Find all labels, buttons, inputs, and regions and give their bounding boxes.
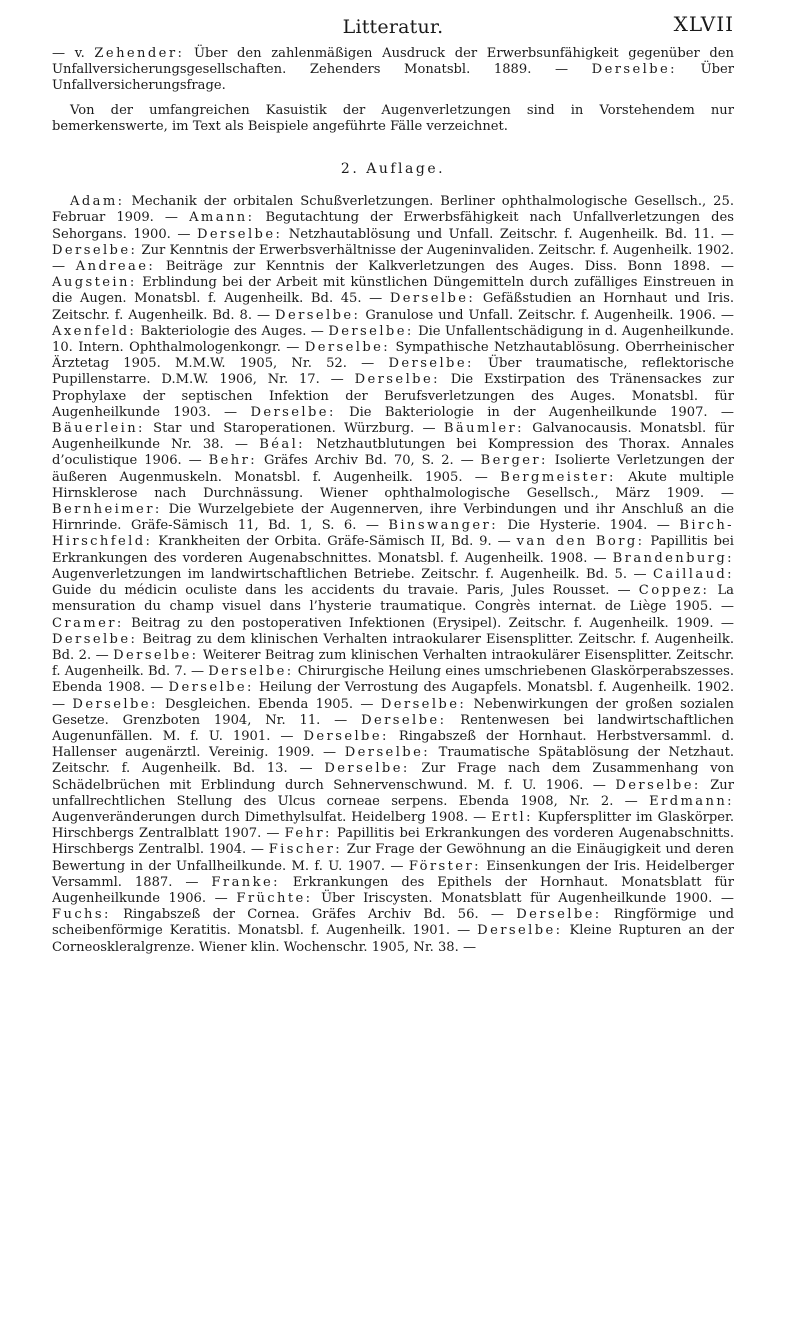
reference-text: Die Unfallentschädigung in d. Augenheilkunde. 10. Intern. Ophthalmologenkongr. —: [52, 323, 734, 356]
reference-text: Beiträge zur Kenntnis der Kalkverletzungen des Auges. Diss. Bonn 1898. —: [155, 259, 734, 275]
reference-text: Erblindung bei der Arbeit mit künstlichen Düngemitteln durch zufälliges Einstreuen in die Augen. Monatsbl. f. Augenheilk. Bd. 45. —: [52, 275, 734, 307]
bibliography-entry: [209, 453, 481, 468]
author-name: Derselbe:: [168, 680, 254, 696]
intro-paragraph-2: Von der umfangreichen Kasuistik der Augenverletzungen sind in Vorstehendem nur bemerkenswerte, im Text als Beispiele angeführte Fälle verzeichnet.: [52, 102, 734, 134]
bibliography-entry: [52, 324, 328, 339]
reference-text: La mensuration du champ visuel dans l’hysterie traumatique. Congrès internat. de Liège 1905. —: [52, 583, 734, 615]
author-name: Axenfeld:: [52, 323, 137, 339]
intro-lead: — v.: [52, 46, 95, 61]
author-name: Derselbe:: [250, 404, 336, 420]
author-name: Derselbe:: [354, 372, 440, 388]
reference-text: Netzhautablösung und Unfall. Zeitschr. f. Augenheilk. Bd. 11. —: [282, 226, 734, 242]
author-name: Derselbe:: [380, 696, 467, 712]
bibliography-paragraph: [52, 194, 734, 956]
author-name: Bernheimer:: [52, 502, 162, 518]
reference-text: Ringabszeß der Cornea. Gräfes Archiv Bd. 56. —: [110, 907, 517, 923]
reference-text: Akute multiple Hirnsklerose nach Durchnässung. Wiener ophthalmologische Gesellsch., März 1909. —: [52, 469, 735, 501]
reference-text: Nebenwirkungen der großen sozialen Gesetze. Grenzboten 1904, Nr. 11. —: [52, 696, 734, 728]
author-name: Adam:: [70, 194, 125, 210]
bibliography-entry: [72, 697, 380, 712]
reference-text: Krankheiten der Orbita. Gräfe-Sämisch II, Bd. 9. —: [152, 534, 517, 550]
author-name: Derselbe:: [324, 761, 410, 777]
reference-text: Star und Staroperationen. Würzburg. —: [144, 421, 444, 437]
author-name: Ertl:: [491, 809, 533, 825]
bibliography-entry: [250, 405, 734, 420]
author-name: Derselbe:: [52, 631, 138, 647]
author-name: Früchte:: [236, 890, 313, 906]
bibliography-entry: [236, 891, 734, 906]
author-name: Amann:: [189, 210, 255, 226]
author-name: Coppez:: [638, 583, 710, 599]
reference-text: Ringabszeß der Hornhaut. Herbstversamml. d. Hallenser augenärztl. Vereinig. 1909. —: [52, 728, 734, 761]
reference-text: Gefäßstudien an Hornhaut und Iris. Zeitschr. f. Augenheilk. Bd. 8. —: [52, 291, 735, 323]
reference-text: Heilung der Verrostung des Augapfels. Monatsbl. f. Augenheilk. 1902. —: [52, 680, 734, 712]
reference-text: Beitrag zu den postoperativen Infektionen (Erysipel). Zeitschr. f. Augenheilk. 1909. —: [123, 615, 734, 631]
reference-text: Einsenkungen der Iris. Heidelberger Versamml. 1887. —: [52, 858, 734, 890]
author-name: Behr:: [208, 453, 258, 469]
author-name: Derselbe:: [591, 62, 677, 78]
reference-text: Ringförmige und scheibenförmige Keratitis. Monatsbl. f. Augenheilk. 1901. —: [52, 907, 735, 939]
author-name: Derselbe:: [113, 647, 199, 663]
author-name: Bäuerlein:: [52, 421, 145, 437]
reference-text: Begutachtung der Erwerbsfähigkeit nach Unfallverletzungen des Sehorgans. 1900. —: [52, 210, 734, 242]
reference-text: Die Exstirpation des Tränensackes zur Prophylaxe der septischen Infektion der Berufsverletzungen des Auges. Monatsbl. für Augenheilkunde 1903. —: [52, 372, 735, 420]
author-name: Derselbe:: [196, 226, 283, 242]
reference-text: Chirurgische Heilung eines umschriebenen Glaskörperabszesses. Ebenda 1908. —: [52, 664, 734, 696]
reference-text: Die Bakteriologie in der Augenheilkunde 1907. —: [335, 404, 734, 420]
author-name: Bergmeister:: [500, 469, 616, 485]
author-name: Binswanger:: [388, 518, 499, 534]
reference-text: Galvanocausis. Monatsbl. für Augenheilkunde Nr. 38. —: [52, 421, 734, 453]
intro-paragraph-1: [52, 46, 734, 95]
reference-text: Desgleichen. Ebenda 1905. —: [157, 696, 381, 712]
reference-text: Die Hysterie. 1904. —: [498, 518, 680, 534]
author-name: Förster:: [408, 858, 481, 874]
author-name: Brandenburg:: [612, 550, 734, 566]
reference-text: Erkrankungen des Epithels der Hornhaut. Monatsblatt für Augenheilkunde 1906. —: [52, 874, 734, 906]
author-name: Derselbe:: [328, 323, 414, 339]
author-name: Erdmann:: [649, 793, 734, 809]
reference-text: Zur Frage nach dem Zusammenhang von Schädelbrüchen mit Erblindung durch Sehnervenschwund. M. f. U. 1906. —: [52, 761, 734, 793]
reference-text: Über den zahlenmäßigen Ausdruck der Erwerbsunfähigkeit gegenüber den Unfallversicherungsgesellschaften. Zehenders Monatsbl. 1889. —: [52, 46, 734, 78]
author-name: Derselbe:: [303, 728, 389, 744]
reference-text: Über Unfallversicherungsfrage.: [52, 62, 735, 94]
author-name: Derselbe:: [72, 696, 158, 712]
edition-heading: 2. Auflage.: [340, 161, 446, 178]
page-number: XLVII: [673, 12, 734, 36]
reference-text: Zur Frage der Gewöhnung an die Einäugigkeit und deren Bewertung in der Unfallheilkunde. M. f. U. 1907. —: [52, 842, 734, 874]
author-name: Derselbe:: [304, 340, 391, 356]
bibliography-entry: [388, 518, 679, 533]
body-text: [52, 46, 734, 956]
author-name: Birch-Hirschfeld:: [52, 518, 734, 550]
reference-text: Traumatische Spätablösung der Netzhaut. Zeitschr. f. Augenheilk. Bd. 13. —: [52, 745, 734, 777]
reference-text: Beitrag zu dem klinischen Verhalten intraokularer Eisensplitter. Zeitschr. f. Augenheilk. Bd. 2. —: [52, 631, 734, 663]
author-name: Zehender:: [94, 46, 185, 61]
reference-text: Granulose und Unfall. Zeitschr. f. Augenheilk. 1906. —: [360, 307, 735, 323]
author-name: Derselbe:: [477, 923, 563, 939]
reference-text: Papillitis bei Erkrankungen des vorderen Augenabschnittes. Monatsbl. f. Augenheilk. 1908. —: [52, 534, 734, 566]
author-name: Derselbe:: [344, 745, 431, 761]
reference-text: Über traumatische, reflektorische Pupillenstarre. D.M.W. 1906, Nr. 17. —: [52, 356, 734, 388]
reference-text: Sympathische Netzhautablösung. Oberrheinischer Ärztetag 1905. M.M.W. 1905, Nr. 52. —: [52, 340, 734, 372]
author-name: Caillaud:: [652, 566, 734, 582]
reference-text: Mechanik der orbitalen Schußverletzungen. Berliner ophthalmologische Gesellsch., 25. Februar 1909. —: [52, 194, 734, 226]
author-name: Derselbe:: [361, 712, 447, 728]
bibliography-entry: [52, 616, 734, 631]
author-name: Andreae:: [75, 259, 156, 275]
reference-text: Augenverletzungen im landwirtschaftlichen Betriebe. Zeitschr. f. Augenheilk. Bd. 5. —: [52, 566, 653, 582]
author-name: Derselbe:: [275, 307, 361, 323]
reference-text: Netzhautblutungen bei Kompression des Thorax. Annales d’oculistique 1906. —: [52, 437, 734, 469]
bibliography-entry: [52, 907, 516, 922]
reference-text: Augenveränderungen durch Dimethylsulfat. Heidelberg 1908. —: [52, 809, 492, 825]
author-name: Berger:: [480, 453, 548, 469]
author-name: Cramer:: [52, 615, 124, 631]
reference-text: Über Iriscysten. Monatsblatt für Augenheilkunde 1900. —: [312, 890, 734, 906]
reference-text: Rentenwesen bei landwirtschaftlichen Augenunfällen. M. f. U. 1901. —: [52, 712, 734, 744]
reference-text: Guide du médicin oculiste dans les accidents du travaie. Paris, Jules Rousset. —: [52, 583, 639, 599]
author-name: Derselbe:: [208, 664, 294, 680]
running-head: [52, 0, 734, 46]
bibliography-entry: [197, 227, 734, 242]
author-name: Derselbe:: [388, 356, 474, 372]
author-name: Derselbe:: [516, 907, 602, 923]
running-title: Litteratur.: [342, 16, 444, 38]
reference-text: Bakteriologie des Auges. —: [136, 323, 329, 339]
author-name: Fuchs:: [52, 907, 111, 923]
author-name: Fischer:: [268, 842, 343, 858]
reference-text: Zur unfallrechtlichen Stellung des Ulcus corneae serpens. Ebenda 1908, Nr. 2. —: [52, 777, 734, 809]
reference-text: Kleine Rupturen an der Corneoskleralgrenze. Wiener klin. Wochenschr. 1905, Nr. 38. —: [52, 923, 734, 955]
reference-text: Zur Kenntnis der Erwerbsverhältnisse der Augeninvaliden. Zeitschr. f. Augenheilk. 1902. —: [52, 242, 734, 275]
author-name: van den Borg:: [516, 534, 645, 550]
author-name: Bäumler:: [443, 421, 524, 437]
bibliography-entry: [275, 308, 734, 323]
author-name: Augstein:: [52, 275, 137, 291]
author-name: Fehr:: [284, 826, 332, 842]
author-name: Franke:: [211, 874, 280, 890]
author-name: Derselbe:: [389, 291, 476, 307]
reference-text: Gräfes Archiv Bd. 70, S. 2. —: [257, 453, 481, 469]
reference-text: Die Wurzelgebiete der Augennerven, ihre Verbindungen und ihr Anschluß an die Hirnrinde. Gräfe-Sämisch 11, Bd. 1, S. 6. —: [52, 502, 734, 534]
author-name: Derselbe:: [52, 242, 138, 258]
reference-text: Isolierte Verletzungen der äußeren Augenmuskeln. Monatsbl. f. Augenheilk. 1905. —: [52, 453, 734, 485]
reference-text: Kupfersplitter im Glaskörper. Hirschbergs Zentralblatt 1907. —: [52, 809, 734, 842]
bibliography-entry: [76, 259, 734, 274]
author-name: Béal:: [259, 437, 305, 453]
reference-text: Papillitis bei Erkrankungen des vorderen Augenabschnitts. Hirschbergs Zentralbl. 1904. —: [52, 826, 734, 858]
author-name: Derselbe:: [615, 777, 701, 793]
reference-text: Weiterer Beitrag zum klinischen Verhalten intraokulärer Eisensplitter. Zeitschr. f. Augenheilk. Bd. 7. —: [52, 647, 734, 680]
bibliography-entry: [52, 421, 444, 436]
